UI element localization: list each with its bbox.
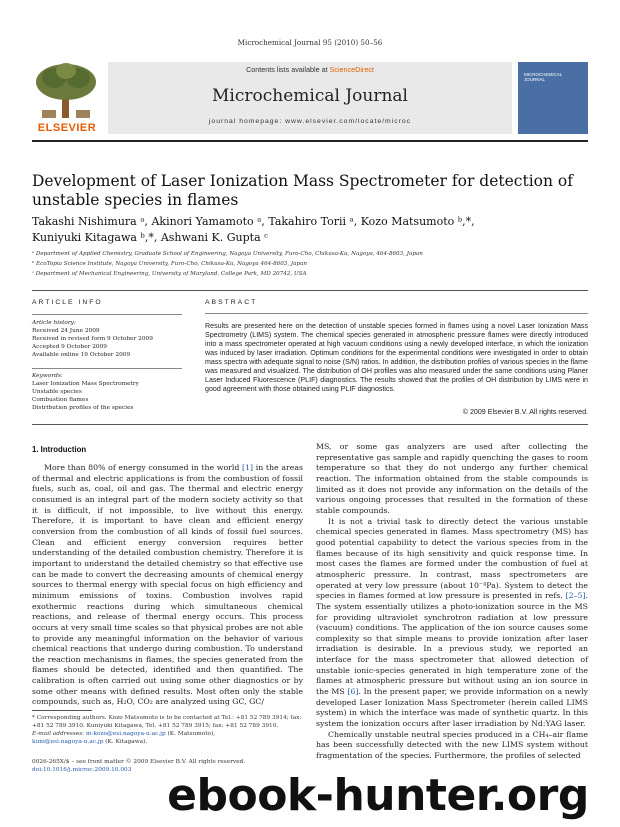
paragraph <box>32 463 303 708</box>
footnotes <box>32 714 303 746</box>
revised-date: Received in revised form 9 October 2009 <box>32 335 153 342</box>
corresponding-author-note: * Corresponding authors. Kozo Matsumoto is to be contacted at Tel.: +81 52 789 3914; fax: +81 52 789 3910. Kuniyuki Kitagawa, Tel. +81 52 789 3915; fax: +81 52 789 3910. <box>32 715 302 729</box>
affiliation-a: ᵃ Department of Applied Chemistry, Graduate School of Engineering, Nagoya University, Furo-Cho, Chikusa-Ku, Nagoya, 464-8603, Japan <box>32 251 423 257</box>
cover-title: MICROCHEMICAL JOURNAL <box>524 72 563 82</box>
info-rule <box>32 314 182 315</box>
contents-line <box>108 65 512 74</box>
article-info <box>32 310 182 412</box>
email-label: E-mail addresses: <box>32 731 87 737</box>
abstract-rule <box>205 313 588 314</box>
section-title: 1. Introduction <box>32 445 87 454</box>
paragraph: MS, or some gas analyzers are used after collecting the representative gas sample and rapidly quenching the gases to room temperature so that they do not undergo any further chemical reaction. The information obtained from the stable compounds is limited as it does not provide any information on the details of the various ongoing processes that resulted in the formation of these stable compounds. <box>316 442 588 515</box>
citation-link[interactable]: [1] <box>242 463 254 472</box>
email-owner: (K. Matsumoto), <box>165 731 216 737</box>
keyword: Laser Ionization Mass Spectrometry <box>32 381 139 388</box>
email-link[interactable]: kuni@esi.nagoya-u.ac.jp <box>32 739 104 745</box>
affiliation-b: ᵇ EcoTopia Science Institute, Nagoya University, Furo-Cho, Chikusa-Ku, Nagoya 464-8603, Japan <box>32 261 308 267</box>
body-right-column <box>316 442 588 762</box>
journal-reference: Microchemical Journal 95 (2010) 50–56 <box>237 38 383 47</box>
text-span: in the areas of thermal and electric applications is from the combustion of fossil fuels, such as, coal, oil and gas. The thermal and electric energy consumed is an integral part of the modern society activity so that it is difficult, if not impossible, to live without this energy. Therefore, it is important to have clean and efficient energy conversion from the combustion of all kinds of fossil fuel sources. Clean and efficient energy conversion requires better understanding of the detailed combustion chemistry. Therefore it is important to understand the detailed chemistry so that effective use can be made to convert the decreasing amounts of chemical energy sources to thermal energy with special focus on high efficiency and minimum emissions of toxins. Combustion involves rapid exothermic reactions during which simultaneous chemical reactions, and release of thermal energy occurs. This process occurs at very small time scales so that physical probes are not able to provide any meaningful information on the behavior of various chemical reactions that undergo during combustion. To understand the reaction mechanisms in flames, the species generated from the flames should be detected, identified and then quantified. The calibration is often carried out using some other diagnostics or by some other means with defined results. Most often only the stable compounds, such as, H₂O, CO₂ are analyzed using GC, GC/ <box>32 463 303 707</box>
affiliations <box>32 249 588 279</box>
text-span: It is not a trivial task to directly detect the various unstable chemical species generated in flames. Mass spectrometry (MS) has good potential capability to detect the various species from in the flames because of its high sensitivity and quick response time. In most cases the flames are formed under the combustion of fuel at atmospheric pressure. In contrast, mass spectrometers are operated at very low pressure (about 10⁻⁴Pa). System to detect the species in flames formed at low pressure is presented in refs. <box>316 516 588 601</box>
affiliation-divider <box>32 290 588 291</box>
email-line <box>32 738 303 746</box>
journal-name: Microchemical Journal <box>212 86 408 106</box>
authors-line-2: Kuniyuki Kitagawa ᵇ,*, Ashwani K. Gupta ᶜ <box>32 230 268 244</box>
author-list <box>32 214 588 245</box>
header-divider <box>32 140 588 142</box>
info-rule <box>32 368 182 369</box>
footnote-rule <box>32 710 92 711</box>
abstract-text: Results are presented here on the detection of unstable species formed in flames using a novel Laser Ionization Mass Spectrometry (LIMS) system. The chemical species generated in atmospheric pressure flames were directly introduced into a mass spectrometer operated at high vacuum conditions using a newly developed interface, in which the ionization was induced by laser irradiation. Optimum conditions for the experimental conditions were investigated in order to obtain mass spectra with adequate signal to noise (S/N) ratios. In addition, the distribution profiles of various species in the flame was measured and visualized. The distribution of OH profiles was also measured under the same conditions using Planer Laser Induced Fluorescence (PLIF) diagnostics. The results showed that the profiles of OH distribution by LIMS were in good agreement with those obtained using PLIF diagnostics. <box>205 322 588 394</box>
keyword: Distribution profiles of the species <box>32 405 134 412</box>
article-info-heading: ARTICLE INFO <box>32 299 103 306</box>
elsevier-tree-logo <box>32 62 100 134</box>
text-span: . The system essentially utilizes a photo-ionization source in the MS for providing ultraviolet synchrotron radiation at low pressure (vacuum) conditions. The application of the ion source causes some complexity so that simple means to provide ionization after laser irradiation is desirable. In a previous study, we reported an interface for the mass spectrometer that allowed detection of unstable ionic-species generated in high temperature zone of the flames at atmospheric pressure but without using an ion source in the MS <box>316 591 588 697</box>
history-label: Article history: <box>32 319 76 326</box>
front-matter-line: 0026-265X/$ – see front matter © 2009 Elsevier B.V. All rights reserved. <box>32 759 246 765</box>
keyword: Combustion flames <box>32 397 89 404</box>
copyright-notice: © 2009 Elsevier B.V. All rights reserved. <box>462 408 588 416</box>
paragraph: Chemically unstable neutral species produced in a CH₄–air flame has been successfully detected with the new LIMS system without fragmentation of the species. Furthermore, the profiles of selected <box>316 729 588 761</box>
accepted-date: Accepted 9 October 2009 <box>32 343 107 350</box>
received-date: Received 24 June 2009 <box>32 327 100 334</box>
doi-link[interactable]: doi:10.1016/j.microc.2009.10.003 <box>32 767 132 773</box>
authors-line-1: Takashi Nishimura ᵃ, Akinori Yamamoto ᵃ, Takahiro Torii ᵃ, Kozo Matsumoto ᵇ,*, <box>32 215 475 228</box>
affiliation-c: ᶜ Department of Mechanical Engineering, University of Maryland, College Park, MD 20742, USA <box>32 271 307 277</box>
text-span: . In the present paper, we provide information on a newly developed Laser Ionization Mass Spectrometer (herein called LIMS system) in which the interface was made of synthetic quartz. In this system the ionization occurs after laser irradiation by Nd:YAG laser. <box>316 687 588 729</box>
sciencedirect-link[interactable]: ScienceDirect <box>329 65 374 74</box>
journal-homepage[interactable]: journal homepage: www.elsevier.com/locate/microc <box>208 118 412 125</box>
online-date: Available online 19 October 2009 <box>32 351 131 358</box>
paragraph <box>316 517 588 730</box>
journal-header <box>32 62 588 134</box>
journal-cover-image <box>518 62 588 134</box>
citation-link[interactable]: [6] <box>347 687 359 697</box>
body-left-column <box>32 463 303 708</box>
tree-icon <box>32 62 100 120</box>
citation-link[interactable]: [2–5] <box>565 591 586 601</box>
publisher-name: ELSEVIER <box>37 122 97 134</box>
email-line <box>32 730 303 738</box>
watermark-text: ebook-hunter.org <box>167 770 589 821</box>
keywords-label: Keywords: <box>32 373 63 380</box>
abstract-heading: ABSTRACT <box>205 299 258 306</box>
article-title: Development of Laser Ionization Mass Spectrometer for detection of unstable species in flames <box>32 172 573 209</box>
header-band <box>108 62 512 134</box>
contents-prefix: Contents lists available at <box>246 65 330 74</box>
keyword: Unstable species <box>32 389 82 396</box>
abstract-divider <box>32 424 588 425</box>
email-link[interactable]: m-kozo@esi.nagoya-u.ac.jp <box>86 731 166 737</box>
email-owner: (K. Kitagawa). <box>103 739 148 745</box>
text-span: More than 80% of energy consumed in the world <box>44 463 243 472</box>
